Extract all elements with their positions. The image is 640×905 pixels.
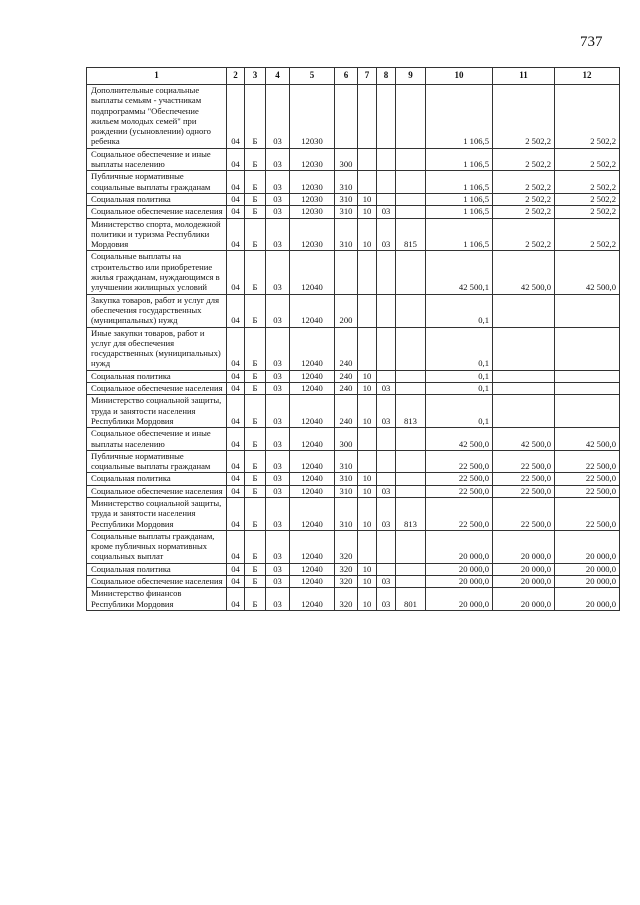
code-cell (377, 148, 396, 171)
column-header: 8 (377, 68, 396, 85)
code-cell (358, 450, 377, 473)
amount-cell: 22 500,0 (493, 485, 555, 497)
row-name-cell: Социальное обеспечение и иные выплаты населению (87, 428, 227, 451)
amount-cell: 2 502,2 (493, 193, 555, 205)
code-cell: 03 (377, 383, 396, 395)
code-cell: 04 (227, 588, 245, 611)
code-cell: 12030 (290, 193, 335, 205)
amount-cell: 2 502,2 (493, 218, 555, 251)
code-cell (396, 450, 426, 473)
code-cell (335, 251, 358, 294)
code-cell: 10 (358, 563, 377, 575)
row-name-cell: Министерство спорта, молодежной политики и туризма Республики Мордовия (87, 218, 227, 251)
code-cell (396, 327, 426, 370)
code-cell (358, 428, 377, 451)
budget-table (86, 67, 620, 611)
amount-cell: 20 000,0 (426, 563, 493, 575)
amount-cell: 1 106,5 (426, 171, 493, 194)
column-header: 9 (396, 68, 426, 85)
code-cell: 240 (335, 370, 358, 382)
code-cell: 03 (266, 428, 290, 451)
row-name-cell: Социальные выплаты гражданам, кроме публичных нормативных социальных выплат (87, 530, 227, 563)
amount-cell: 22 500,0 (426, 450, 493, 473)
code-cell: 04 (227, 148, 245, 171)
code-cell: 03 (377, 497, 396, 530)
table-row (87, 251, 620, 294)
code-cell: 12040 (290, 428, 335, 451)
code-cell: 10 (358, 370, 377, 382)
code-cell: 12040 (290, 294, 335, 327)
code-cell: 310 (335, 218, 358, 251)
row-name-cell: Социальное обеспечение и иные выплаты населению (87, 148, 227, 171)
code-cell: 03 (266, 576, 290, 588)
row-name-cell: Социальная политика (87, 563, 227, 575)
amount-cell: 22 500,0 (555, 485, 620, 497)
code-cell: Б (245, 370, 266, 382)
code-cell: 04 (227, 206, 245, 218)
table-row (87, 485, 620, 497)
code-cell: 801 (396, 588, 426, 611)
amount-cell: 1 106,5 (426, 206, 493, 218)
code-cell: 10 (358, 473, 377, 485)
code-cell: 04 (227, 473, 245, 485)
amount-cell (493, 370, 555, 382)
column-header: 10 (426, 68, 493, 85)
code-cell: 320 (335, 563, 358, 575)
row-name-cell: Иные закупки товаров, работ и услуг для обеспечения государственных (муниципальных) нужд (87, 327, 227, 370)
code-cell: Б (245, 193, 266, 205)
table-row (87, 370, 620, 382)
amount-cell: 20 000,0 (426, 588, 493, 611)
code-cell: 12040 (290, 327, 335, 370)
code-cell: 12040 (290, 473, 335, 485)
code-cell: 04 (227, 327, 245, 370)
table-row (87, 383, 620, 395)
table-row (87, 85, 620, 149)
table-row (87, 218, 620, 251)
code-cell: 03 (266, 485, 290, 497)
amount-cell: 1 106,5 (426, 218, 493, 251)
code-cell: 04 (227, 218, 245, 251)
amount-cell (555, 327, 620, 370)
code-cell: 240 (335, 327, 358, 370)
code-cell: 320 (335, 530, 358, 563)
code-cell (377, 370, 396, 382)
amount-cell: 2 502,2 (555, 148, 620, 171)
code-cell: 03 (377, 576, 396, 588)
code-cell: 813 (396, 395, 426, 428)
code-cell: 03 (266, 450, 290, 473)
code-cell: 04 (227, 370, 245, 382)
code-cell: 03 (266, 218, 290, 251)
row-name-cell: Социальная политика (87, 370, 227, 382)
code-cell: 04 (227, 193, 245, 205)
code-cell (377, 251, 396, 294)
amount-cell: 22 500,0 (555, 450, 620, 473)
code-cell (377, 530, 396, 563)
code-cell: 03 (266, 148, 290, 171)
code-cell: Б (245, 148, 266, 171)
code-cell: 03 (266, 251, 290, 294)
amount-cell: 22 500,0 (426, 485, 493, 497)
code-cell: 12040 (290, 450, 335, 473)
code-cell (396, 383, 426, 395)
code-cell (377, 327, 396, 370)
code-cell: 12040 (290, 588, 335, 611)
code-cell: 04 (227, 576, 245, 588)
amount-cell: 22 500,0 (493, 497, 555, 530)
amount-cell: 22 500,0 (555, 473, 620, 485)
code-cell: 04 (227, 563, 245, 575)
code-cell: 310 (335, 206, 358, 218)
amount-cell: 1 106,5 (426, 85, 493, 149)
code-cell (396, 370, 426, 382)
column-header: 3 (245, 68, 266, 85)
code-cell (358, 148, 377, 171)
code-cell: Б (245, 428, 266, 451)
amount-cell: 42 500,1 (426, 251, 493, 294)
code-cell (335, 85, 358, 149)
code-cell: 03 (266, 383, 290, 395)
amount-cell: 42 500,0 (555, 428, 620, 451)
amount-cell: 20 000,0 (493, 530, 555, 563)
code-cell (396, 530, 426, 563)
row-name-cell: Социальное обеспечение населения (87, 485, 227, 497)
amount-cell (555, 294, 620, 327)
code-cell: 03 (266, 193, 290, 205)
code-cell: 813 (396, 497, 426, 530)
code-cell: 03 (266, 171, 290, 194)
code-cell: 320 (335, 588, 358, 611)
amount-cell (493, 294, 555, 327)
code-cell (358, 294, 377, 327)
code-cell: 03 (266, 530, 290, 563)
table-row (87, 576, 620, 588)
amount-cell (555, 370, 620, 382)
code-cell: 04 (227, 428, 245, 451)
code-cell: 10 (358, 588, 377, 611)
amount-cell (493, 327, 555, 370)
amount-cell: 20 000,0 (426, 530, 493, 563)
code-cell: 04 (227, 251, 245, 294)
row-name-cell: Социальные выплаты на строительство или приобретение жилья гражданам, нуждающимся в улучшении жилищных условий (87, 251, 227, 294)
code-cell: 10 (358, 206, 377, 218)
column-header: 1 (87, 68, 227, 85)
code-cell (358, 251, 377, 294)
code-cell: 12030 (290, 85, 335, 149)
column-header: 12 (555, 68, 620, 85)
code-cell: Б (245, 327, 266, 370)
amount-cell: 2 502,2 (493, 171, 555, 194)
code-cell (377, 563, 396, 575)
row-name-cell: Социальное обеспечение населения (87, 206, 227, 218)
code-cell: Б (245, 576, 266, 588)
amount-cell: 20 000,0 (555, 588, 620, 611)
amount-cell: 20 000,0 (426, 576, 493, 588)
code-cell (377, 294, 396, 327)
code-cell: Б (245, 383, 266, 395)
row-name-cell: Социальное обеспечение населения (87, 383, 227, 395)
code-cell (377, 473, 396, 485)
code-cell: 03 (377, 206, 396, 218)
amount-cell: 20 000,0 (555, 563, 620, 575)
code-cell (377, 171, 396, 194)
code-cell: 04 (227, 530, 245, 563)
code-cell: 310 (335, 171, 358, 194)
amount-cell: 2 502,2 (493, 148, 555, 171)
table-row (87, 395, 620, 428)
code-cell: 320 (335, 576, 358, 588)
code-cell: 03 (266, 294, 290, 327)
code-cell: 04 (227, 450, 245, 473)
code-cell: 04 (227, 85, 245, 149)
code-cell: 03 (266, 327, 290, 370)
code-cell: 12040 (290, 497, 335, 530)
table-row (87, 428, 620, 451)
code-cell (396, 148, 426, 171)
amount-cell: 22 500,0 (555, 497, 620, 530)
amount-cell: 20 000,0 (493, 576, 555, 588)
table-row (87, 193, 620, 205)
code-cell (396, 563, 426, 575)
code-cell: 10 (358, 576, 377, 588)
table-row (87, 497, 620, 530)
table-row (87, 563, 620, 575)
column-header: 4 (266, 68, 290, 85)
code-cell (396, 473, 426, 485)
code-cell: 03 (266, 370, 290, 382)
amount-cell: 2 502,2 (555, 85, 620, 149)
column-header: 2 (227, 68, 245, 85)
amount-cell: 2 502,2 (555, 193, 620, 205)
row-name-cell: Социальная политика (87, 473, 227, 485)
code-cell: 03 (266, 206, 290, 218)
amount-cell: 20 000,0 (493, 563, 555, 575)
amount-cell: 1 106,5 (426, 148, 493, 171)
amount-cell: 2 502,2 (555, 171, 620, 194)
row-name-cell: Закупка товаров, работ и услуг для обеспечения государственных (муниципальных) нужд (87, 294, 227, 327)
amount-cell: 20 000,0 (493, 588, 555, 611)
amount-cell: 0,1 (426, 327, 493, 370)
code-cell: 03 (266, 85, 290, 149)
code-cell: 12030 (290, 171, 335, 194)
code-cell: 12030 (290, 148, 335, 171)
amount-cell: 22 500,0 (426, 473, 493, 485)
amount-cell: 42 500,0 (493, 428, 555, 451)
code-cell: 04 (227, 395, 245, 428)
code-cell: 12040 (290, 576, 335, 588)
code-cell: 310 (335, 473, 358, 485)
amount-cell: 0,1 (426, 395, 493, 428)
code-cell: Б (245, 563, 266, 575)
code-cell: 240 (335, 383, 358, 395)
code-cell: Б (245, 251, 266, 294)
amount-cell: 0,1 (426, 294, 493, 327)
row-name-cell: Социальное обеспечение населения (87, 576, 227, 588)
code-cell: Б (245, 206, 266, 218)
amount-cell: 22 500,0 (426, 497, 493, 530)
code-cell (396, 85, 426, 149)
code-cell (377, 428, 396, 451)
code-cell (396, 294, 426, 327)
code-cell: Б (245, 485, 266, 497)
row-name-cell: Публичные нормативные социальные выплаты гражданам (87, 171, 227, 194)
code-cell: 300 (335, 148, 358, 171)
code-cell: Б (245, 395, 266, 428)
amount-cell: 2 502,2 (555, 218, 620, 251)
code-cell: 10 (358, 395, 377, 428)
code-cell: Б (245, 294, 266, 327)
code-cell (377, 193, 396, 205)
table-row (87, 294, 620, 327)
header-row (87, 68, 620, 85)
table-row (87, 171, 620, 194)
code-cell: Б (245, 497, 266, 530)
code-cell: Б (245, 588, 266, 611)
code-cell: 310 (335, 497, 358, 530)
code-cell: 10 (358, 497, 377, 530)
code-cell (396, 428, 426, 451)
code-cell: 03 (377, 485, 396, 497)
code-cell: 10 (358, 485, 377, 497)
code-cell: Б (245, 171, 266, 194)
code-cell (377, 85, 396, 149)
code-cell: 240 (335, 395, 358, 428)
amount-cell (555, 395, 620, 428)
table-row (87, 148, 620, 171)
amount-cell (555, 383, 620, 395)
amount-cell: 2 502,2 (555, 206, 620, 218)
column-header: 7 (358, 68, 377, 85)
amount-cell: 20 000,0 (555, 576, 620, 588)
code-cell: 04 (227, 497, 245, 530)
code-cell: 300 (335, 428, 358, 451)
table-row (87, 327, 620, 370)
code-cell: 310 (335, 450, 358, 473)
code-cell: 10 (358, 383, 377, 395)
amount-cell: 2 502,2 (493, 85, 555, 149)
table-row (87, 473, 620, 485)
code-cell: 12040 (290, 485, 335, 497)
amount-cell: 42 500,0 (555, 251, 620, 294)
code-cell: 10 (358, 218, 377, 251)
code-cell: 03 (377, 588, 396, 611)
column-header: 6 (335, 68, 358, 85)
amount-cell: 22 500,0 (493, 473, 555, 485)
code-cell: 12040 (290, 395, 335, 428)
column-header: 5 (290, 68, 335, 85)
amount-cell: 0,1 (426, 383, 493, 395)
code-cell: Б (245, 530, 266, 563)
table-row (87, 530, 620, 563)
code-cell: 03 (266, 588, 290, 611)
amount-cell: 20 000,0 (555, 530, 620, 563)
code-cell (396, 193, 426, 205)
code-cell (396, 171, 426, 194)
amount-cell: 2 502,2 (493, 206, 555, 218)
code-cell: 310 (335, 193, 358, 205)
amount-cell: 42 500,0 (493, 251, 555, 294)
row-name-cell: Публичные нормативные социальные выплаты гражданам (87, 450, 227, 473)
code-cell: 815 (396, 218, 426, 251)
code-cell: 310 (335, 485, 358, 497)
code-cell: 03 (377, 395, 396, 428)
row-name-cell: Министерство социальной защиты, труда и занятости населения Республики Мордовия (87, 395, 227, 428)
code-cell: 03 (266, 497, 290, 530)
code-cell (396, 576, 426, 588)
code-cell (358, 530, 377, 563)
row-name-cell: Дополнительные социальные выплаты семьям - участникам подпрограммы "Обеспечение жильем молодых семей" при рождении (усыновлении) одного ребенка (87, 85, 227, 149)
column-header: 11 (493, 68, 555, 85)
amount-cell (493, 383, 555, 395)
table-row (87, 588, 620, 611)
amount-cell: 22 500,0 (493, 450, 555, 473)
code-cell (396, 485, 426, 497)
page-number: 737 (580, 34, 603, 50)
code-cell (396, 206, 426, 218)
code-cell (396, 251, 426, 294)
code-cell: 12040 (290, 563, 335, 575)
code-cell: 12030 (290, 206, 335, 218)
amount-cell (493, 395, 555, 428)
code-cell (377, 450, 396, 473)
code-cell: 04 (227, 383, 245, 395)
table-row (87, 206, 620, 218)
code-cell: 12040 (290, 370, 335, 382)
code-cell: 12030 (290, 218, 335, 251)
code-cell: 12040 (290, 530, 335, 563)
code-cell: Б (245, 473, 266, 485)
code-cell: 12040 (290, 251, 335, 294)
code-cell: 04 (227, 171, 245, 194)
amount-cell: 0,1 (426, 370, 493, 382)
code-cell: 03 (266, 563, 290, 575)
code-cell (358, 85, 377, 149)
table-row (87, 450, 620, 473)
row-name-cell: Министерство социальной защиты, труда и занятости населения Республики Мордовия (87, 497, 227, 530)
code-cell: 10 (358, 193, 377, 205)
code-cell (358, 171, 377, 194)
amount-cell: 1 106,5 (426, 193, 493, 205)
code-cell: 03 (266, 395, 290, 428)
code-cell: 03 (377, 218, 396, 251)
code-cell: 04 (227, 294, 245, 327)
code-cell: 200 (335, 294, 358, 327)
row-name-cell: Социальная политика (87, 193, 227, 205)
code-cell: Б (245, 218, 266, 251)
amount-cell: 42 500,0 (426, 428, 493, 451)
code-cell: 03 (266, 473, 290, 485)
row-name-cell: Министерство финансов Республики Мордовия (87, 588, 227, 611)
code-cell: 04 (227, 485, 245, 497)
code-cell: Б (245, 450, 266, 473)
code-cell (358, 327, 377, 370)
code-cell: Б (245, 85, 266, 149)
code-cell: 12040 (290, 383, 335, 395)
